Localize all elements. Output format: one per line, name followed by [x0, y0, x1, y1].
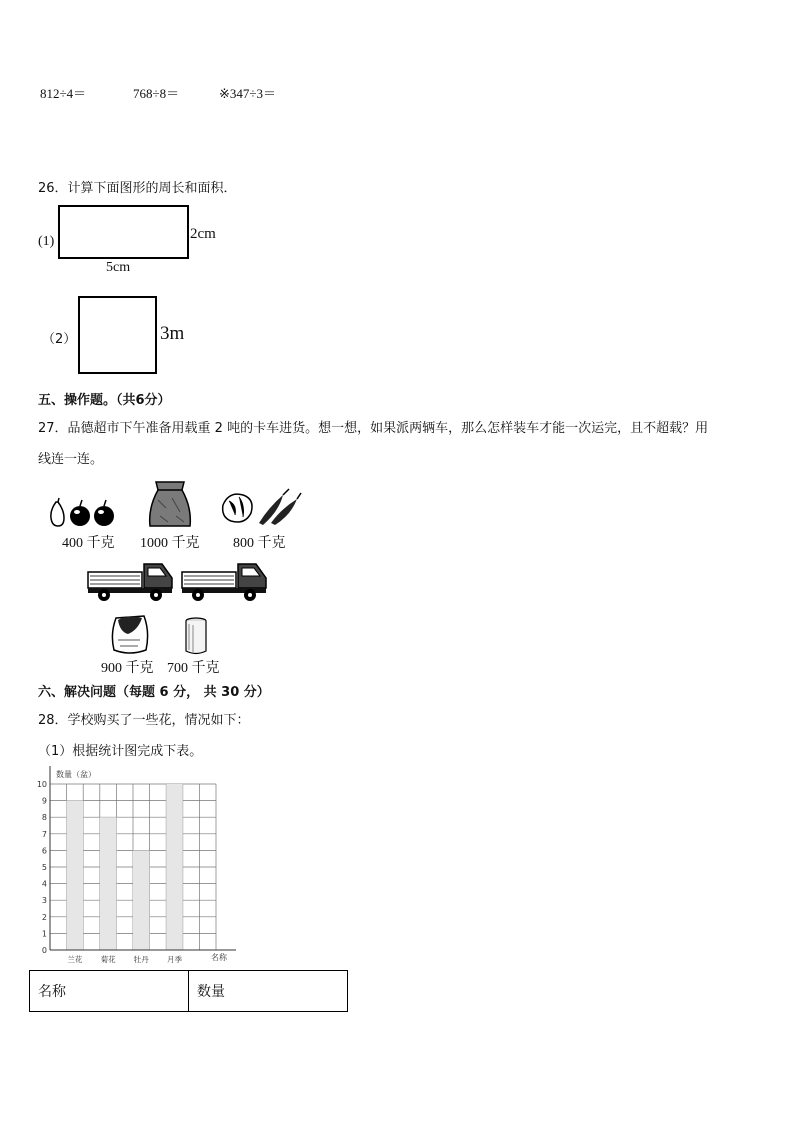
x-tick-label: 兰花: [67, 955, 83, 964]
y-tick-label: 6: [41, 846, 47, 856]
equation-2: 768÷8＝: [133, 86, 180, 101]
y-tick-label: 9: [41, 796, 47, 806]
rectangle-figure: [58, 205, 189, 259]
y-tick-label: 3: [41, 896, 47, 906]
chart-x-axis-label: 名称: [211, 953, 227, 962]
truck-icon: [86, 558, 174, 602]
barrel-icon: [183, 616, 209, 656]
chart-y-axis-label: 数量（盆）: [56, 770, 96, 779]
figure-2-label: （2）: [42, 332, 77, 347]
y-tick-label: 2: [41, 912, 47, 922]
bar-3: [133, 850, 150, 950]
question-26-title: 26．计算下面图形的周长和面积．: [38, 181, 237, 196]
flower-bar-chart: [28, 762, 248, 966]
y-tick-label: 1: [41, 929, 47, 939]
bar-2: [100, 817, 117, 950]
x-tick-label: 牡丹: [133, 955, 149, 964]
item-label-barrel: 700 千克: [167, 661, 220, 676]
bar-1: [67, 801, 84, 950]
table-header-quantity: 数量: [189, 971, 348, 1012]
item-label-bag: 900 千克: [101, 661, 154, 676]
y-tick-label: 10: [36, 780, 47, 789]
y-tick-label: 5: [41, 863, 47, 872]
bag-icon: [108, 612, 152, 656]
item-label-vegetable: 800 千克: [233, 536, 286, 551]
question-28-sub-1: （1）根据统计图完成下表。: [38, 744, 203, 759]
square-side-label: 3m: [160, 323, 185, 344]
section-6-heading: 六、解决问题（每题 6 分， 共 30 分）: [38, 685, 270, 700]
x-tick-label: 月季: [167, 955, 182, 964]
fruit-icon: [46, 496, 120, 528]
rectangle-width-label: 2cm: [190, 226, 216, 242]
item-label-sack: 1000 千克: [140, 536, 200, 551]
question-28-title: 28．学校购买了一些花，情况如下：: [38, 713, 250, 728]
y-tick-label: 0: [41, 946, 47, 955]
truck-icon: [180, 558, 268, 602]
equation-1: 812÷4＝: [40, 86, 87, 101]
question-27-line-2: 线连一连。: [38, 452, 104, 467]
y-tick-label: 4: [41, 879, 47, 889]
y-tick-label: 7: [41, 829, 47, 839]
question-27-line-1: 27．品德超市下午准备用载重 2 吨的卡车进货。想一想，如果派两辆车，那么怎样装车才能一次运完，且不超载？用: [38, 421, 709, 436]
bar-4: [166, 784, 183, 950]
y-tick-label: 8: [41, 813, 47, 823]
answer-table: [29, 970, 348, 1012]
square-figure: [78, 296, 157, 374]
vegetable-icon: [219, 487, 303, 527]
equation-3: ※347÷3＝: [219, 86, 277, 101]
rectangle-length-label: 5cm: [106, 260, 131, 275]
figure-1-label: (1): [38, 234, 55, 249]
table-header-name: 名称: [30, 971, 189, 1012]
x-tick-label: 菊花: [100, 955, 116, 964]
item-label-fruit: 400 千克: [62, 536, 115, 551]
section-5-heading: 五、操作题。（共6分）: [38, 393, 171, 408]
sack-icon: [146, 478, 194, 528]
